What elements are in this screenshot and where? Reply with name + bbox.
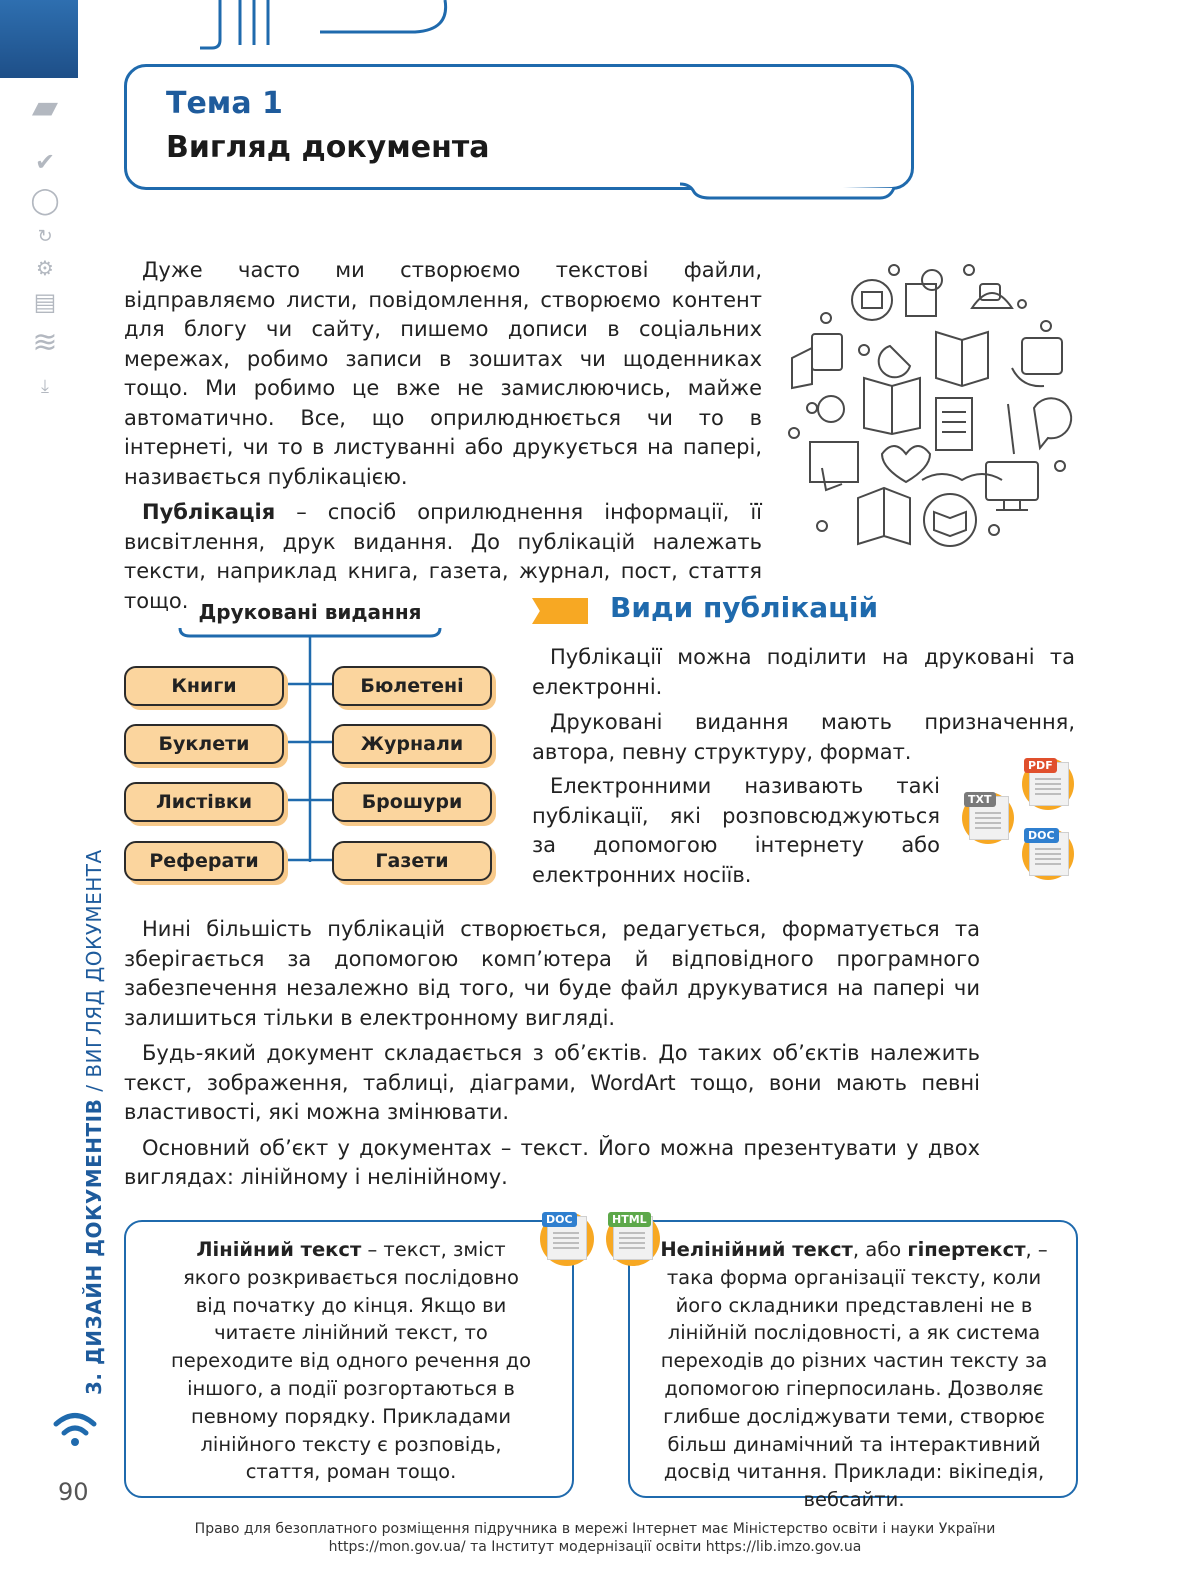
body-paragraph-3: Основний об’єкт у документах – текст. Його можна презентувати у двох виглядах: лінійному і нелінійному.: [124, 1135, 980, 1189]
theme-number: Тема 1: [166, 86, 283, 121]
gear-icon: ⚙: [36, 256, 54, 280]
types-paragraph-1: Публікації можна поділити на друковані та електронні.: [532, 645, 1075, 699]
download-icon: ⤓: [41, 376, 49, 397]
section-heading: Види публікацій: [610, 591, 879, 624]
types-paragraph-2: Друковані видання мають призначення, автора, певну структуру, формат.: [532, 710, 1075, 764]
document-icon: ▤: [33, 288, 57, 316]
footer-copyright: [0, 1520, 1190, 1556]
diagram-item-booklets: Буклети: [124, 724, 284, 764]
intro-paragraph-1: Дуже часто ми створюємо текстові файли, відправляємо листи, повідомлення, створюємо контент для блогу чи сайту, пишемо дописи в соціальних мережах, робимо записи в зошитах чи щоденниках тощо. Ми робимо це вже не замислюючись, майже автоматично. Все, що оприлюднюється чи то в інтернеті, чи то в листуванні або друкується на папері, називається публікацією.: [124, 258, 762, 489]
types-paragraph-3: Електронними називають такі публікації, які розповсюджуються за допомогою інтернету або електронних носіїв.: [532, 774, 940, 887]
diagram-item-postcards: Листівки: [124, 782, 284, 822]
refresh-icon: ↻: [37, 226, 53, 247]
diagram-item-essays: Реферати: [124, 841, 284, 881]
diagram-item-brochures: Брошури: [332, 782, 492, 822]
wifi-logo-icon: [52, 1405, 98, 1451]
header-connector-decoration: [200, 0, 460, 68]
diagram-item-bulletins: Бюлетені: [332, 666, 492, 706]
intro-paragraph-2: Публікація – спосіб оприлюднення інформації, її висвітлення, друк видання. До публікацій належать тексти, наприклад книга, газета, журнал, пост, стаття тощо.: [124, 500, 762, 613]
doc-file-icon-linear: DOC: [540, 1212, 594, 1266]
page-title: Вигляд документа: [166, 130, 490, 165]
nonlinear-text-definition: Нелінійний текст, або гіпертекст, – така форма організації тексту, коли його складники представлені не в лінійній послідовності, а як система переходів до різних частин тексту за допомогою гіперпосилань. Дозволяє глибше досліджувати теми, створює більш динамічний та інтерактивний досвід читання. Приклади: вікіпедія, вебсайти.: [660, 1238, 1048, 1512]
doc-file-icon: DOC: [1022, 828, 1074, 880]
types-text-top: [532, 643, 1075, 773]
diagram-title: Друковані видання: [198, 600, 422, 624]
folder-icon: ▰: [31, 87, 59, 127]
checkmark-icon: ✔: [34, 148, 56, 176]
pdf-file-icon: PDF: [1022, 758, 1074, 810]
txt-file-icon: TXT: [962, 792, 1014, 844]
diagram-item-books: Книги: [124, 666, 284, 706]
footer-line-2: https://mon.gov.ua/ та Інститут модернізації освіти https://lib.imzo.gov.ua: [328, 1539, 862, 1555]
wifi-icon: ≋: [32, 325, 58, 360]
types-text-bottom: [532, 772, 940, 896]
section-flag-icon: [532, 598, 588, 624]
theme-box-tab-decoration: [680, 170, 910, 200]
diagram-item-newspapers: Газети: [332, 841, 492, 881]
body-paragraph-2: Будь-який документ складається з об’єктів. До таких об’єктів належить текст, зображення, таблиці, діаграми, WordArt тощо, вони мають певні властивості, які можна змінювати.: [124, 1041, 980, 1124]
publications-icons-illustration: [782, 258, 1082, 554]
body-paragraph-1: Нині більшість публікацій створюється, редагується, форматується та зберігається за допомогою комп’ютера й відповідного програмного забезпечення незалежно від того, чи буде файл друкуватися на папері чи залишиться тільки в електронному вигляді.: [124, 917, 980, 1030]
page-number: 90: [58, 1478, 89, 1506]
linear-text-definition: Лінійний текст – текст, зміст якого розкривається послідовно від початку до кінця. Якщо ви читаєте лінійний текст, то переходите від одного речення до іншого, а події розгортаються в певному порядку. Прикладами лінійного тексту є розповідь, стаття, роман тощо.: [170, 1238, 532, 1484]
diagram-item-magazines: Журнали: [332, 724, 492, 764]
chapter-color-block: [0, 0, 78, 78]
body-text: [124, 915, 980, 1199]
lightbulb-icon: ◯: [30, 186, 60, 216]
footer-line-1: Право для безоплатного розміщення підручника в мережі Інтернет має Міністерство освіти і науки України: [194, 1521, 996, 1537]
chapter-side-title: 3. ДИЗАЙН ДОКУМЕНТІВ / ВИГЛЯД ДОКУМЕНТА: [82, 849, 106, 1395]
intro-text: [124, 256, 762, 622]
html-file-icon: HTML: [606, 1212, 660, 1266]
